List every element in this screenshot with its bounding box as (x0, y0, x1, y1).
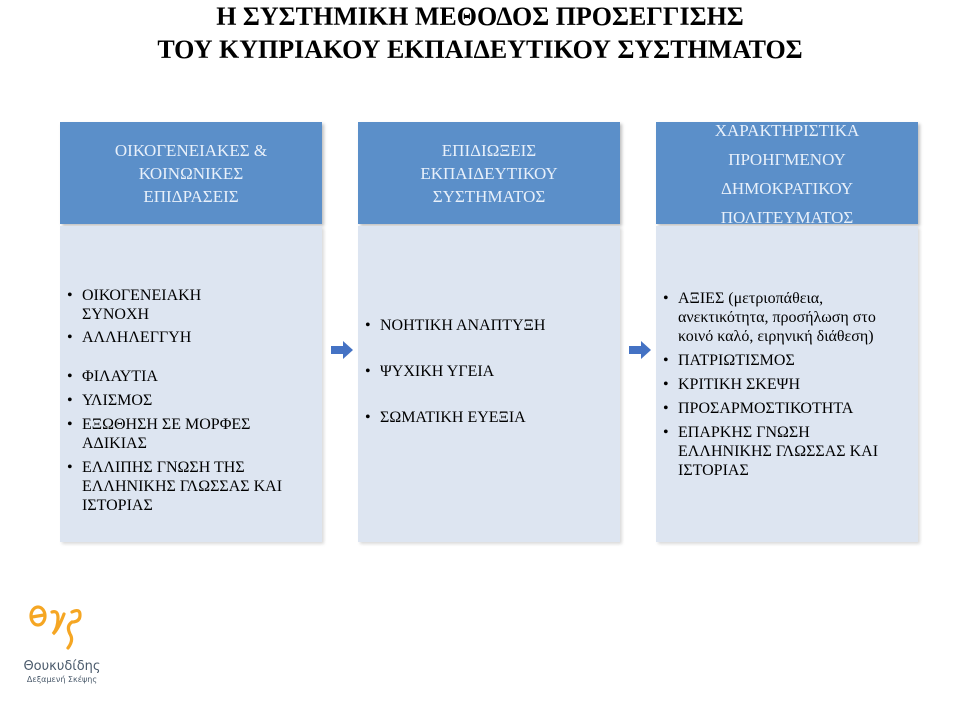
column-2-header-line: ΕΠΙΔΙΩΞΕΙΣ (441, 140, 537, 160)
column-3-header-line: ΧΑΡΑΚΤΗΡΙΣΤΙΚΑ (714, 122, 860, 140)
column-1-body (60, 226, 322, 542)
arrow-right-icon (628, 340, 652, 360)
logo-mark-icon (22, 604, 102, 656)
column-1-list (60, 226, 322, 515)
list-item: • ΚΡΙΤΙΚΗ ΣΚΕΨΗ (656, 375, 918, 394)
column-2-header-line: ΣΥΣΤΗΜΑΤΟΣ (432, 186, 546, 206)
column-2-list (358, 226, 620, 427)
list-item: • ΕΠΑΡΚΗΣ ΓΝΩΣΗ ΕΛΛΗΝΙΚΗΣ ΓΛΩΣΣΑΣ ΚΑΙ ΙΣΤΟΡΙΑΣ (656, 423, 898, 480)
list-item: • ΕΞΩΘΗΣΗ ΣΕ ΜΟΡΦΕΣ ΑΔΙΚΙΑΣ (60, 415, 307, 453)
column-3-header-line: ΠΡΟΗΓΜΕΝΟΥ (728, 150, 846, 169)
thucydides-logo (22, 604, 102, 685)
column-1-header-line: ΕΠΙΔΡΑΣΕΙΣ (143, 186, 239, 206)
list-item: • ΑΛΛΗΛΕΓΓΥΗ (60, 328, 322, 347)
list-item: • ΦΙΛΑΥΤΙΑ (60, 367, 322, 386)
logo-subtitle: Δεξαμενή Σκέψης (26, 675, 98, 684)
list-item: • ΨΥΧΙΚΗ ΥΓΕΙΑ (358, 362, 620, 381)
column-2-header (358, 122, 620, 224)
column-3-list (656, 226, 918, 480)
list-item: • ΑΞΙΕΣ (μετριοπάθεια, ανεκτικότητα, προσήλωση στο κοινό καλό, ειρηνική διάθεση) (656, 289, 903, 346)
column-3-header-line: ΠΟΛΙΤΕΥΜΑΤΟΣ (720, 208, 854, 224)
column-3-header (656, 122, 918, 224)
arrow-right-icon (330, 340, 354, 360)
list-item: • ΥΛΙΣΜΟΣ (60, 391, 322, 410)
column-3-body (656, 226, 918, 542)
column-1-header-line: ΚΟΙΝΩΝΙΚΕΣ (138, 163, 244, 183)
logo-name: Θουκυδίδης (23, 659, 101, 674)
list-item: • ΕΛΛΙΠΗΣ ΓΝΩΣΗ ΤΗΣ ΕΛΛΗΝΙΚΗΣ ΓΛΩΣΣΑΣ ΚΑΙ ΙΣΤΟΡΙΑΣ (60, 458, 312, 515)
column-2-header-line: ΕΚΠΑΙΔΕΥΤΙΚΟΥ (420, 163, 558, 183)
column-3-header-line: ΔΗΜΟΚΡΑΤΙΚΟΥ (720, 179, 854, 198)
list-item: • ΟΙΚΟΓΕΝΕΙΑΚΗ ΣΥΝΟΧΗ (60, 286, 272, 324)
column-1-header-line: ΟΙΚΟΓΕΝΕΙΑΚΕΣ & (114, 140, 268, 160)
list-item: • ΝΟΗΤΙΚΗ ΑΝΑΠΤΥΞΗ (358, 316, 620, 335)
slide-title (0, 0, 960, 66)
title-line-2: ΤΟΥ ΚΥΠΡΙΑΚΟΥ ΕΚΠΑΙΔΕΥΤΙΚΟΥ ΣΥΣΤΗΜΑΤΟΣ (157, 35, 803, 64)
list-item: • ΠΑΤΡΙΩΤΙΣΜΟΣ (656, 351, 918, 370)
title-line-1: Η ΣΥΣΤΗΜΙΚΗ ΜΕΘΟΔΟΣ ΠΡΟΣΕΓΓΙΣΗΣ (216, 2, 744, 31)
column-1-header (60, 122, 322, 224)
list-item: • ΠΡΟΣΑΡΜΟΣΤΙΚΟΤΗΤΑ (656, 399, 918, 418)
list-item: • ΣΩΜΑΤΙΚΗ ΕΥΕΞΙΑ (358, 408, 620, 427)
column-2-body (358, 226, 620, 542)
